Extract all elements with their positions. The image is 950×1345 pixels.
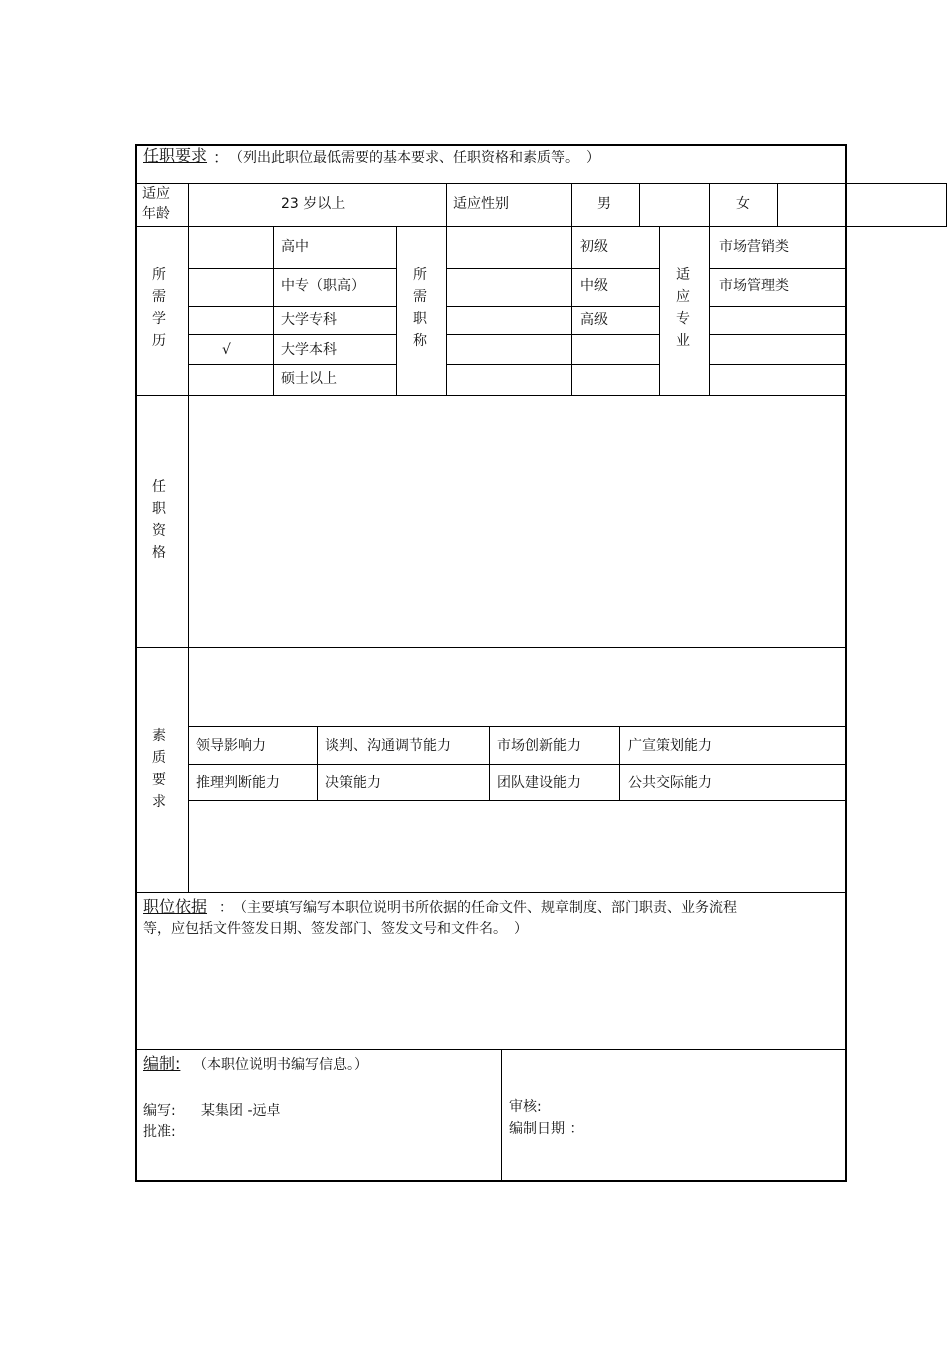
divider (571, 226, 572, 395)
job-requirements-form (135, 144, 847, 1182)
age-value: 23 岁以上 (281, 196, 346, 212)
divider (188, 183, 189, 226)
divider (571, 183, 572, 226)
divider (188, 764, 845, 765)
requirements-colon: ： (213, 148, 230, 167)
quality-item: 团队建设能力 (497, 775, 581, 791)
divider (188, 268, 396, 269)
qualification-label: 任职资格 (152, 479, 166, 561)
edu-level: 高中 (281, 239, 309, 255)
compile-date-label: 编制日期 ： (509, 1121, 584, 1137)
title-req-label: 所需职称 (413, 267, 427, 349)
age-label-line2: 年龄 (142, 206, 170, 222)
divider (501, 1049, 502, 1181)
basis-line2: 等，应包括文件签发日期、签发部门、签发文号和文件名。 ） (143, 921, 528, 937)
basis-title: 职位依据 (143, 897, 208, 916)
divider (659, 226, 660, 395)
edu-checkmark[interactable]: √ (222, 342, 231, 358)
divider (446, 183, 447, 226)
edu-level: 大学本科 (281, 342, 337, 358)
divider (446, 334, 659, 335)
divider (188, 800, 845, 801)
divider (188, 395, 189, 892)
quality-item: 广宣策划能力 (628, 738, 712, 754)
divider (946, 183, 947, 226)
divider (446, 306, 659, 307)
writer-label: 编写: (143, 1103, 176, 1119)
male-checkbox-cell[interactable] (640, 184, 709, 226)
divider (709, 268, 845, 269)
compile-title: 编制: (143, 1054, 181, 1073)
gender-male: 男 (597, 196, 611, 212)
divider (188, 726, 845, 727)
quality-item: 决策能力 (325, 775, 381, 791)
divider (709, 183, 710, 226)
divider (188, 306, 396, 307)
divider (317, 726, 318, 800)
quality-item: 公共交际能力 (628, 775, 712, 791)
requirements-note: （列出此职位最低需要的基本要求、任职资格和素质等。 ） (229, 150, 600, 166)
major-item: 市场管理类 (719, 278, 789, 294)
major-item: 市场营销类 (719, 239, 789, 255)
divider (709, 364, 845, 365)
quality-item: 谈判、沟通调节能力 (325, 738, 451, 754)
qualification-content[interactable] (190, 397, 844, 646)
title-level: 中级 (580, 278, 608, 294)
divider (188, 364, 396, 365)
gender-label: 适应性别 (453, 196, 509, 212)
divider (188, 226, 189, 395)
gender-female: 女 (736, 196, 750, 212)
divider (135, 892, 847, 893)
title-level: 初级 (580, 239, 608, 255)
divider (188, 334, 396, 335)
divider (709, 226, 710, 395)
major-label: 适应专业 (676, 267, 690, 349)
divider (273, 226, 274, 395)
divider (709, 334, 845, 335)
approver-label: 批准: (143, 1124, 176, 1140)
divider (135, 395, 847, 396)
basis-colon: ： (219, 900, 233, 916)
female-checkbox-cell[interactable] (778, 184, 844, 226)
quality-item: 推理判断能力 (196, 775, 280, 791)
divider (446, 268, 659, 269)
quality-item: 市场创新能力 (497, 738, 581, 754)
age-label-line1: 适应 (142, 186, 170, 202)
edu-level: 大学专科 (281, 312, 337, 328)
basis-line1: （主要填写编写本职位说明书所依据的任命文件、规章制度、部门职责、业务流程 (233, 900, 737, 916)
reviewer-label: 审核: (509, 1099, 542, 1115)
divider (135, 647, 847, 648)
divider (446, 226, 447, 395)
quality-label: 素质要求 (152, 728, 166, 810)
compile-note: （本职位说明书编写信息。） (193, 1057, 368, 1073)
divider (135, 226, 947, 227)
divider (709, 306, 845, 307)
edu-level: 中专（职高） (281, 278, 365, 294)
divider (446, 364, 659, 365)
divider (489, 726, 490, 800)
title-level: 高级 (580, 312, 608, 328)
divider (396, 226, 397, 395)
education-label: 所需学历 (152, 267, 166, 349)
divider (619, 726, 620, 800)
quality-item: 领导影响力 (196, 738, 266, 754)
divider (135, 1049, 847, 1050)
writer-value: 某集团 -远卓 (201, 1103, 281, 1119)
edu-level: 硕士以上 (281, 371, 337, 387)
requirements-title: 任职要求 (143, 146, 208, 165)
